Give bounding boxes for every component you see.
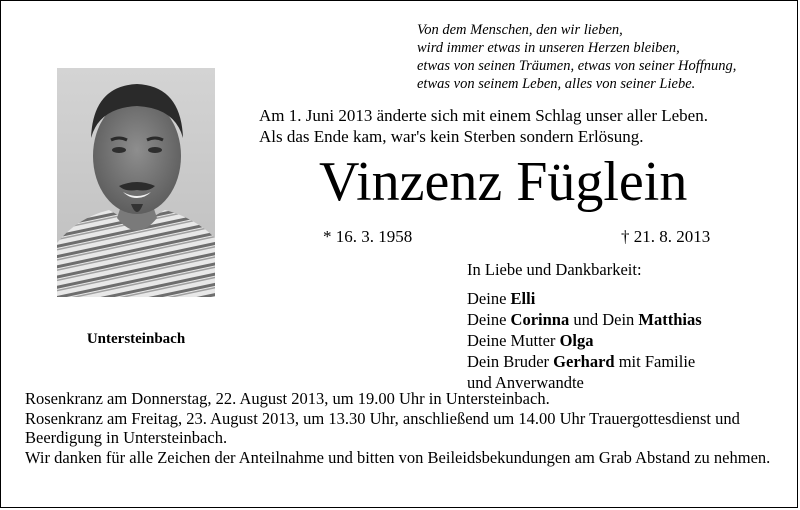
mourner-prefix: und Anverwandte bbox=[467, 373, 584, 392]
poem-line: etwas von seinen Träumen, etwas von seiner Hoffnung, bbox=[417, 58, 737, 74]
mourners-list bbox=[467, 259, 787, 393]
mourner-prefix: Deine bbox=[467, 310, 511, 329]
poem-line: etwas von seinem Leben, alles von seiner Liebe. bbox=[417, 76, 696, 92]
intro-text bbox=[259, 105, 779, 147]
mourner-prefix: Dein Bruder bbox=[467, 352, 554, 371]
mourner-line bbox=[467, 351, 787, 372]
intro-line: Am 1. Juni 2013 änderte sich mit einem Schlag unser aller Leben. bbox=[259, 106, 708, 125]
place-of-residence: Untersteinbach bbox=[86, 331, 186, 347]
mourner-prefix: Deine Mutter bbox=[467, 331, 560, 350]
detail-line: Rosenkranz am Donnerstag, 22. August 2013, um 19.00 Uhr in Untersteinbach. bbox=[25, 389, 550, 408]
mourner-line bbox=[467, 330, 787, 351]
mourner-name: Olga bbox=[559, 331, 594, 350]
poem-line: wird immer etwas in unseren Herzen bleiben, bbox=[417, 40, 680, 56]
thanks-heading: In Liebe und Dankbarkeit: bbox=[467, 260, 642, 279]
mourner-line bbox=[467, 309, 787, 330]
portrait-photo-illustration bbox=[57, 68, 215, 297]
mourner-name: Corinna bbox=[510, 310, 570, 329]
mourner-name: Matthias bbox=[638, 310, 702, 329]
detail-line: Rosenkranz am Freitag, 23. August 2013, um 13.30 Uhr, anschließend um 14.00 Uhr Trauergottesdienst und Beerdigung in Untersteinbach. bbox=[25, 408, 740, 447]
birth-date: * 16. 3. 1958 bbox=[323, 227, 413, 246]
poem-line: Von dem Menschen, den wir lieben, bbox=[417, 22, 623, 38]
portrait-photo bbox=[57, 68, 215, 297]
intro-line: Als das Ende kam, war's kein Sterben sondern Erlösung. bbox=[259, 127, 644, 146]
mourner-name: Elli bbox=[510, 289, 536, 308]
mourner-line bbox=[467, 288, 787, 309]
detail-line: Wir danken für alle Zeichen der Anteilnahme und bitten von Beileidsbekundungen am Grab Abstand zu nehmen. bbox=[25, 447, 771, 467]
mourner-connector: und Dein bbox=[569, 310, 639, 329]
mourner-name: Gerhard bbox=[553, 352, 615, 371]
deceased-name: Vinzenz Füglein bbox=[319, 151, 688, 213]
death-date: † 21. 8. 2013 bbox=[621, 227, 711, 246]
memorial-poem bbox=[417, 21, 787, 93]
mourner-suffix: mit Familie bbox=[614, 352, 696, 371]
service-details bbox=[25, 389, 785, 467]
mourner-prefix: Deine bbox=[467, 289, 511, 308]
